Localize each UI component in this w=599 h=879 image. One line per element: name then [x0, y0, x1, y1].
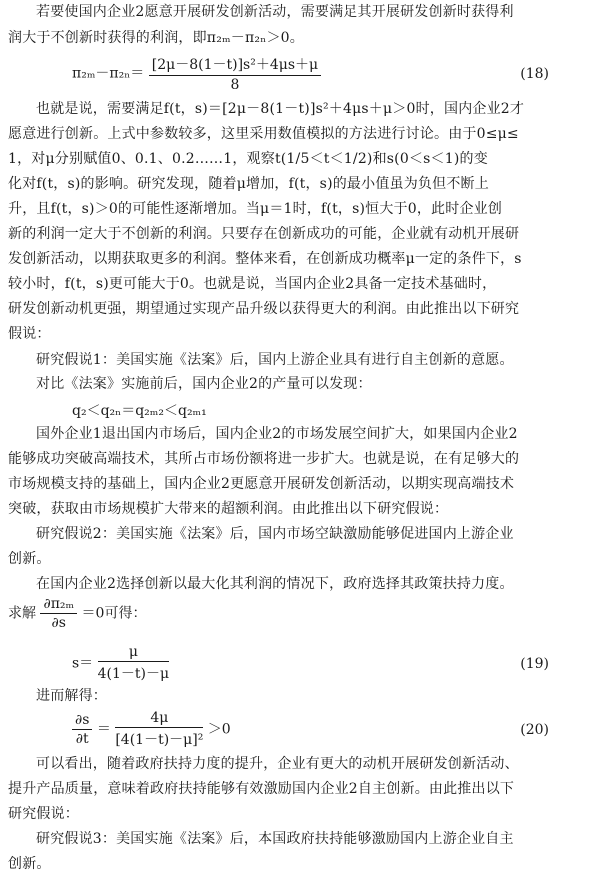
paragraph-line: 愿意进行创新。上式中参数较多，这里采用数值模拟的方法进行讨论。由于0≤μ≤ [8, 126, 519, 142]
equation-lhs: π₂ₘ－π₂ₙ＝ [72, 65, 145, 82]
paragraph-line: 创新。 [8, 856, 51, 872]
paragraph-line: 在国内企业2选择创新以最大化其利润的情况下，政府选择其政策扶持力度。 [36, 576, 514, 592]
paragraph-line: 1，对μ分别赋值0、0.1、0.2……1，观察t(1/5＜t＜1/2)和s(0＜s＜1)的变 [8, 151, 488, 167]
paragraph-line: 可以看出，随着政府扶持力度的提升，企业有更大的动机开展研发创新活动、 [36, 756, 519, 772]
text-suffix: ＝0可得： [81, 605, 147, 622]
paragraph-line: 进而解得： [36, 688, 107, 704]
equation-number: (18) [520, 66, 549, 82]
paragraph-line: 突破，获取由市场规模扩大带来的超额利润。由此推出以下研究假说： [8, 501, 449, 517]
paragraph-line: 润大于不创新时获得的利润，即π₂ₘ－π₂ₙ＞0。 [8, 30, 304, 46]
fraction-numerator: 4μ [115, 710, 203, 728]
paragraph-line: 能够成功突破高端技术，其所占市场份额将进一步扩大。也就是说，在有足够大的 [8, 451, 520, 467]
paragraph-line: 市场规模支持的基础上，国内企业2更愿意开展研发创新活动，以期实现高端技术 [8, 476, 515, 492]
paragraph-line: 新的利润一定大于不创新的利润。只要存在创新成功的可能，企业就有动机开展研 [8, 226, 520, 242]
fraction-numerator: [2μ－8(1－t)]s²＋4μs＋μ [149, 54, 321, 76]
fraction-denominator: [4(1－t)－μ]² [115, 732, 204, 748]
paragraph-line: 研发创新动机更强，期望通过实现产品升级以获得更大的利润。由此推出以下研究 [8, 301, 520, 317]
partial-fraction [72, 712, 92, 747]
fraction-denominator: ∂s [51, 615, 66, 631]
equation-20 [72, 710, 231, 749]
partial-fraction [40, 596, 77, 631]
fraction-numerator: ∂π₂ₘ [40, 596, 77, 614]
equals-sign: ＝ [96, 721, 111, 738]
paragraph-line: 国外企业1退出国内市场后，国内企业2的市场发展空间扩大，如果国内企业2 [36, 426, 518, 442]
paragraph-line: 发创新活动，以期获取更多的利润。整体来看，在创新成功概率μ一定的条件下，s [8, 251, 522, 267]
paragraph-line: 假说： [8, 326, 51, 342]
equation-fraction [149, 54, 321, 93]
fraction-denominator: 4(1－t)－μ [97, 666, 170, 682]
equation-number: (20) [520, 722, 549, 738]
inequality: q₂＜q₂ₙ＝q₂ₘ₂＜q₂ₘ₁ [72, 403, 207, 419]
inequality-tail: ＞0 [207, 721, 231, 738]
equation-lhs: s＝ [72, 655, 94, 672]
equation-fraction [98, 644, 169, 683]
paragraph-line: 也就是说，需要满足f(t，s)＝[2μ－8(1－t)]s²＋4μs＋μ＞0时，国内企业2才 [36, 101, 525, 117]
paragraph-line: 升，且f(t，s)＞0的可能性逐渐增加。当μ＝1时，f(t，s)恒大于0，此时企业创 [8, 201, 503, 217]
derivative-condition [8, 596, 146, 631]
text-prefix: 求解 [8, 605, 36, 622]
hypothesis-2: 研究假说2：美国实施《法案》后，国内市场空缺激励能够促进国内上游企业 [36, 526, 514, 542]
hypothesis-1: 研究假说1：美国实施《法案》后，国内上游企业具有进行自主创新的意愿。 [36, 352, 514, 368]
hypothesis-3: 研究假说3：美国实施《法案》后，本国政府扶持能够激励国内上游企业自主 [36, 831, 514, 847]
paragraph-line: 较小时，f(t，s)更可能大于0。也就是说，当国内企业2具备一定技术基础时， [8, 276, 497, 292]
fraction-denominator: ∂t [75, 731, 89, 747]
fraction-denominator: 8 [230, 77, 240, 93]
fraction-numerator: μ [98, 644, 169, 662]
equation-18 [72, 54, 321, 93]
equation-19 [72, 644, 169, 683]
paragraph-line: 若要使国内企业2愿意开展研发创新活动，需要满足其开展研发创新时获得利 [36, 4, 514, 20]
paragraph-line: 研究假说： [8, 806, 79, 822]
equation-fraction [115, 710, 203, 749]
paragraph-line: 对比《法案》实施前后，国内企业2的产量可以发现： [36, 376, 372, 392]
paragraph-line: 创新。 [8, 551, 51, 567]
equation-number: (19) [520, 656, 549, 672]
paragraph-line: 提升产品质量，意味着政府扶持能够有效激励国内企业2自主创新。由此推出以下 [8, 781, 515, 797]
fraction-numerator: ∂s [72, 712, 92, 730]
paragraph-line: 化对f(t，s)的影响。研究发现，随着μ增加，f(t，s)的最小值虽为负但不断上 [8, 176, 489, 192]
